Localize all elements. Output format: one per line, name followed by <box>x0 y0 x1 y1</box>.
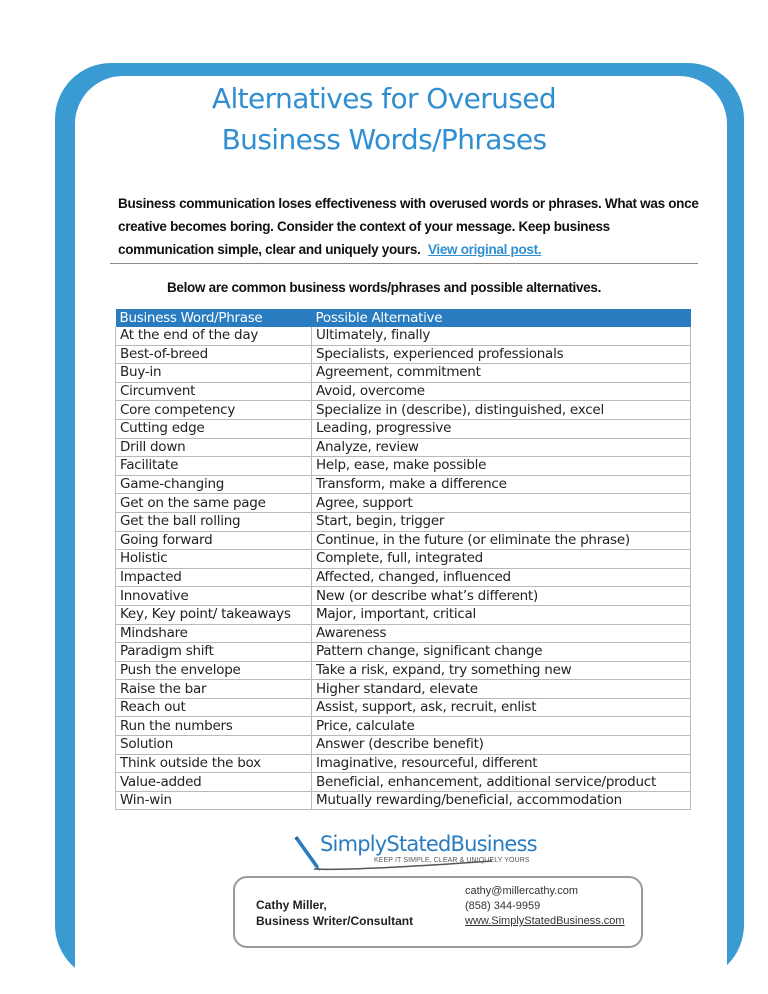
table-row <box>116 364 691 383</box>
table-row <box>116 550 691 569</box>
alternative-cell: Take a risk, expand, try something new <box>312 661 691 680</box>
brand-tagline: KEEP IT SIMPLE, CLEAR & UNIQUELY YOURS <box>374 857 530 864</box>
phrase-cell: Solution <box>116 736 312 755</box>
table-row <box>116 494 691 513</box>
alternative-cell: Start, begin, trigger <box>312 512 691 531</box>
alternatives-table <box>115 309 691 810</box>
table-row <box>116 401 691 420</box>
alternative-cell: Awareness <box>312 624 691 643</box>
contact-email[interactable]: cathy@millercathy.com <box>465 885 579 897</box>
alternative-cell: Specialists, experienced professionals <box>312 345 691 364</box>
header-alternative: Possible Alternative <box>312 309 686 327</box>
table-row <box>116 661 691 680</box>
view-original-link[interactable]: View original post. <box>427 242 542 257</box>
table-row <box>116 568 691 587</box>
phrase-cell: Innovative <box>116 587 312 606</box>
table-row <box>116 773 691 792</box>
phrase-cell: Impacted <box>116 568 312 587</box>
table-row <box>116 512 691 531</box>
divider <box>110 263 698 264</box>
intro-text: Business communication loses effectiveness with overused words or phrases. What was once creative becomes boring. Consider the context of your message. Keep business communication simple, clear and uniquely yours. <box>118 196 699 257</box>
table-header-row <box>116 309 691 327</box>
alternative-cell: Help, ease, make possible <box>312 457 691 476</box>
table-row <box>116 475 691 494</box>
phrase-cell: Push the envelope <box>116 661 312 680</box>
table-row <box>116 680 691 699</box>
phrase-cell: Best-of-breed <box>116 345 312 364</box>
phrase-cell: Drill down <box>116 438 312 457</box>
table-row <box>116 345 691 364</box>
contact-details <box>465 884 625 929</box>
phrase-cell: Game-changing <box>116 475 312 494</box>
table-row <box>116 698 691 717</box>
header-phrase: Business Word/Phrase <box>116 309 312 327</box>
author-block <box>256 897 413 929</box>
subheading: Below are common business words/phrases and possible alternatives. <box>166 280 602 295</box>
phrase-cell: At the end of the day <box>116 327 312 345</box>
brand-name: SimplyStatedBusiness <box>320 832 537 856</box>
alternative-cell: New (or describe what’s different) <box>312 587 691 606</box>
header-spacer <box>686 309 691 327</box>
alternative-cell: Higher standard, elevate <box>312 680 691 699</box>
alternative-cell: Avoid, overcome <box>312 382 691 401</box>
alternative-cell: Affected, changed, influenced <box>312 568 691 587</box>
table-row <box>116 605 691 624</box>
author-name: Cathy Miller, <box>256 898 327 912</box>
phrase-cell: Paradigm shift <box>116 643 312 662</box>
alternative-cell: Assist, support, ask, recruit, enlist <box>312 698 691 717</box>
phrase-cell: Run the numbers <box>116 717 312 736</box>
alternative-cell: Answer (describe benefit) <box>312 736 691 755</box>
alternative-cell: Transform, make a difference <box>312 475 691 494</box>
alternative-cell: Agreement, commitment <box>312 364 691 383</box>
phrase-cell: Buy-in <box>116 364 312 383</box>
intro-paragraph <box>118 192 708 261</box>
phrase-cell: Mindshare <box>116 624 312 643</box>
alternative-cell: Price, calculate <box>312 717 691 736</box>
table-row <box>116 643 691 662</box>
phrase-cell: Get on the same page <box>116 494 312 513</box>
table-row <box>116 457 691 476</box>
table-row <box>116 736 691 755</box>
alternative-cell: Pattern change, significant change <box>312 643 691 662</box>
phrase-cell: Cutting edge <box>116 419 312 438</box>
table-row <box>116 754 691 773</box>
table-row <box>116 587 691 606</box>
alternative-cell: Leading, progressive <box>312 419 691 438</box>
phrase-cell: Win-win <box>116 791 312 810</box>
alternative-cell: Ultimately, finally <box>312 327 691 345</box>
phrase-cell: Reach out <box>116 698 312 717</box>
table-row <box>116 382 691 401</box>
phrase-cell: Key, Key point/ takeaways <box>116 605 312 624</box>
table-row <box>116 791 691 810</box>
contact-website[interactable]: www.SimplyStatedBusiness.com <box>465 915 625 927</box>
alternative-cell: Agree, support <box>312 494 691 513</box>
alternative-cell: Analyze, review <box>312 438 691 457</box>
phrase-cell: Going forward <box>116 531 312 550</box>
phrase-cell: Holistic <box>116 550 312 569</box>
alternative-cell: Continue, in the future (or eliminate the phrase) <box>312 531 691 550</box>
phrase-cell: Core competency <box>116 401 312 420</box>
table-row <box>116 717 691 736</box>
alternative-cell: Specialize in (describe), distinguished, excel <box>312 401 691 420</box>
title-line-1: Alternatives for Overused <box>211 82 557 115</box>
phrase-cell: Facilitate <box>116 457 312 476</box>
alternative-cell: Mutually rewarding/beneficial, accommodation <box>312 791 691 810</box>
alternative-cell: Major, important, critical <box>312 605 691 624</box>
phrase-cell: Value-added <box>116 773 312 792</box>
table-row <box>116 531 691 550</box>
phrase-cell: Get the ball rolling <box>116 512 312 531</box>
phrase-cell: Raise the bar <box>116 680 312 699</box>
alternative-cell: Imaginative, resourceful, different <box>312 754 691 773</box>
phrase-cell: Think outside the box <box>116 754 312 773</box>
title-line-2: Business Words/Phrases <box>221 123 547 156</box>
table-row <box>116 438 691 457</box>
table-row <box>116 419 691 438</box>
phrase-cell: Circumvent <box>116 382 312 401</box>
alternative-cell: Beneficial, enhancement, additional service/product <box>312 773 691 792</box>
table-row <box>116 327 691 345</box>
alternative-cell: Complete, full, integrated <box>312 550 691 569</box>
contact-phone: (858) 344-9959 <box>465 900 541 912</box>
author-role: Business Writer/Consultant <box>256 914 414 928</box>
table-row <box>116 624 691 643</box>
